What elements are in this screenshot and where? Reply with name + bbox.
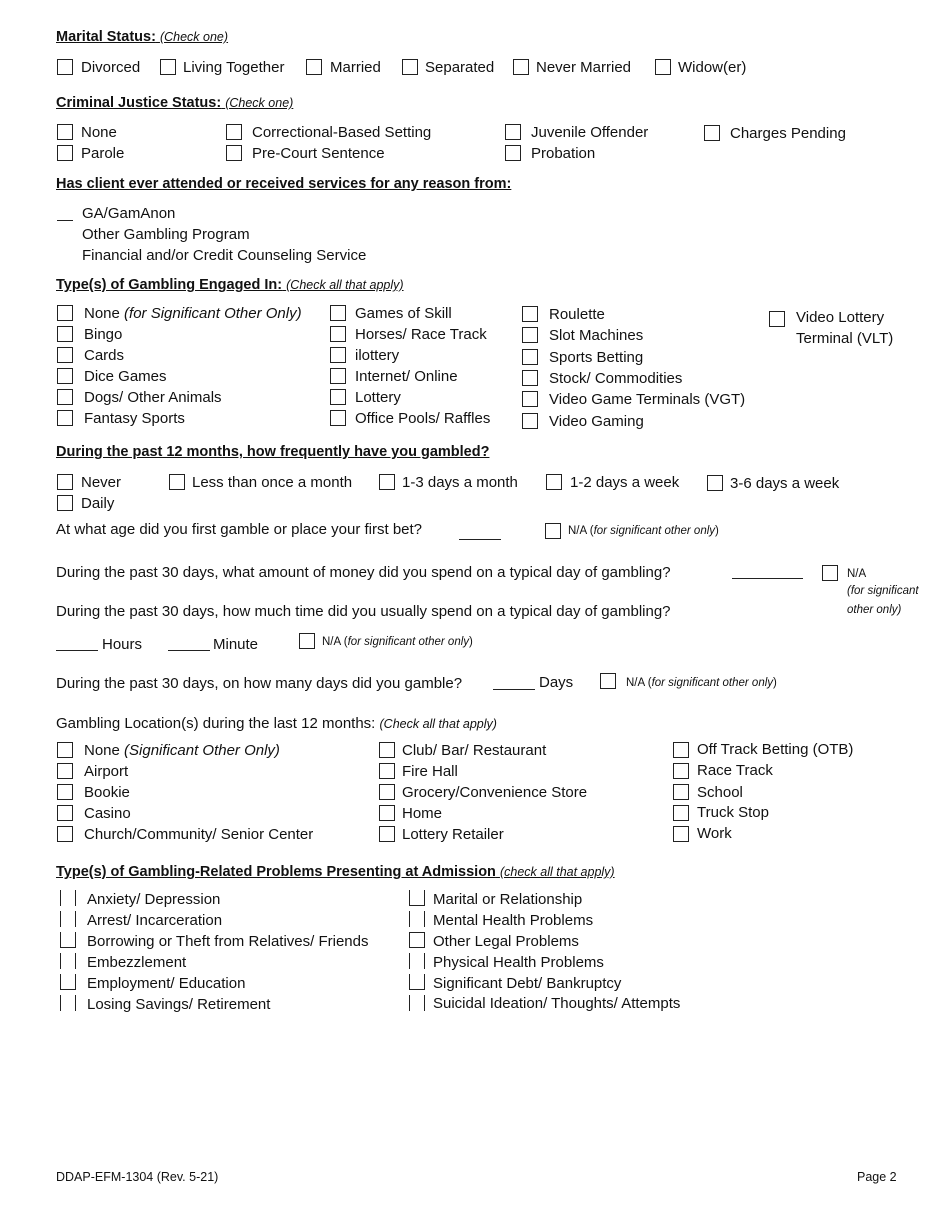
label-cj-correctional: Correctional-Based Setting	[252, 124, 432, 141]
checkbox-loc-grocery[interactable]	[379, 784, 395, 800]
marital-status-heading: Marital Status: (Check one)	[56, 29, 229, 45]
label-prob-employment: Employment/ Education	[87, 975, 246, 992]
label-prob-physical: Physical Health Problems	[433, 954, 604, 971]
label-loc-fire-hall: Fire Hall	[402, 763, 458, 780]
checkbox-type-stock[interactable]	[522, 370, 538, 386]
days-input-line[interactable]	[493, 689, 535, 690]
checkbox-freq-never[interactable]	[57, 474, 73, 490]
label-type-horses: Horses/ Race Track	[355, 326, 487, 343]
label-type-internet: Internet/ Online	[355, 368, 458, 385]
label-divorced: Divorced	[81, 59, 141, 76]
label-loc-airport: Airport	[84, 763, 129, 780]
services-item-financial: Financial and/or Credit Counseling Service	[82, 247, 367, 264]
label-minute: Minute	[213, 636, 259, 653]
checkbox-loc-casino[interactable]	[57, 805, 73, 821]
money-question: During the past 30 days, what amount of money did you spend on a typical day of gambling?	[56, 564, 671, 581]
label-freq-1-2-week: 1-2 days a week	[570, 474, 680, 491]
checkbox-prob-suicidal[interactable]	[409, 995, 425, 1011]
checkbox-prob-employment[interactable]	[60, 974, 76, 990]
label-type-roulette: Roulette	[549, 306, 605, 323]
label-widower: Widow(er)	[678, 59, 747, 76]
label-type-lottery: Lottery	[355, 389, 401, 406]
checkbox-loc-school[interactable]	[673, 784, 689, 800]
checkbox-days-na[interactable]	[600, 673, 616, 689]
checkbox-cj-probation[interactable]	[505, 145, 521, 161]
label-hours: Hours	[102, 636, 143, 653]
checkbox-type-dice[interactable]	[57, 368, 73, 384]
checkbox-divorced[interactable]	[57, 59, 73, 75]
label-loc-otb: Off Track Betting (OTB)	[697, 741, 854, 758]
checkbox-type-lottery[interactable]	[330, 389, 346, 405]
page-number: Page 2	[857, 1170, 897, 1184]
label-age-na: N/A (for significant other only)	[568, 525, 719, 537]
label-days: Days	[539, 674, 574, 691]
label-type-none: None (for Significant Other Only)	[84, 305, 302, 322]
label-prob-borrowing: Borrowing or Theft from Relatives/ Friends	[87, 933, 369, 950]
label-prob-debt: Significant Debt/ Bankruptcy	[433, 975, 622, 992]
label-cj-charges-pending: Charges Pending	[730, 125, 846, 142]
label-type-video-gaming: Video Gaming	[549, 413, 644, 430]
services-heading: Has client ever attended or received services for any reason from:	[56, 176, 512, 192]
label-loc-work: Work	[697, 825, 732, 842]
label-money-na-line3: other only)	[847, 604, 902, 616]
checkbox-prob-legal[interactable]	[409, 932, 425, 948]
label-type-vlt-line1: Video Lottery	[796, 309, 885, 326]
label-loc-none: None (Significant Other Only)	[84, 742, 280, 759]
checkbox-type-horses[interactable]	[330, 326, 346, 342]
checkbox-freq-less-monthly[interactable]	[169, 474, 185, 490]
label-prob-anxiety: Anxiety/ Depression	[87, 891, 221, 908]
checkbox-separated[interactable]	[402, 59, 418, 75]
label-living-together: Living Together	[183, 59, 285, 76]
checkbox-cj-none[interactable]	[57, 124, 73, 140]
label-type-vgt: Video Game Terminals (VGT)	[549, 391, 746, 408]
checkbox-loc-none[interactable]	[57, 742, 73, 758]
label-type-stock: Stock/ Commodities	[549, 370, 683, 387]
checkbox-loc-truck-stop[interactable]	[673, 805, 689, 821]
label-loc-casino: Casino	[84, 805, 131, 822]
label-cj-juvenile: Juvenile Offender	[531, 124, 649, 141]
checkbox-type-internet[interactable]	[330, 368, 346, 384]
checkbox-cj-charges-pending[interactable]	[704, 125, 720, 141]
checkbox-loc-airport[interactable]	[57, 763, 73, 779]
checkbox-type-cards[interactable]	[57, 347, 73, 363]
checkbox-prob-mental-health[interactable]	[409, 911, 425, 927]
label-freq-daily: Daily	[81, 495, 115, 512]
checkbox-type-bingo[interactable]	[57, 326, 73, 342]
checkbox-prob-borrowing[interactable]	[60, 932, 76, 948]
checkbox-type-sports[interactable]	[522, 349, 538, 365]
label-freq-never: Never	[81, 474, 122, 491]
label-married: Married	[330, 59, 381, 76]
label-cj-none: None	[81, 124, 117, 141]
form-id: DDAP-EFM-1304 (Rev. 5-21)	[56, 1170, 219, 1184]
label-days-na: N/A (for significant other only)	[626, 677, 777, 689]
label-loc-bookie: Bookie	[84, 784, 130, 801]
checkbox-cj-correctional[interactable]	[226, 124, 242, 140]
label-loc-grocery: Grocery/Convenience Store	[402, 784, 588, 801]
days-question: During the past 30 days, on how many days did you gamble?	[56, 675, 463, 692]
label-separated: Separated	[425, 59, 495, 76]
age-question: At what age did you first gamble or place your first bet?	[56, 521, 423, 538]
label-cj-pre-court: Pre-Court Sentence	[252, 145, 385, 162]
checkbox-prob-debt[interactable]	[409, 974, 425, 990]
label-prob-embezzlement: Embezzlement	[87, 954, 187, 971]
checkbox-never-married[interactable]	[513, 59, 529, 75]
checkbox-living-together[interactable]	[160, 59, 176, 75]
label-time-na: N/A (for significant other only)	[322, 636, 473, 648]
label-loc-club: Club/ Bar/ Restaurant	[402, 742, 547, 759]
services-item-ga: GA/GamAnon	[82, 205, 176, 222]
gambling-types-heading: Type(s) of Gambling Engaged In: (Check all that apply)	[56, 277, 404, 293]
money-input-line[interactable]	[732, 578, 803, 579]
services-blank[interactable]	[57, 220, 73, 221]
checkbox-loc-church[interactable]	[57, 826, 73, 842]
checkbox-type-office-pools[interactable]	[330, 410, 346, 426]
label-type-dogs: Dogs/ Other Animals	[84, 389, 222, 406]
checkbox-time-na[interactable]	[299, 633, 315, 649]
label-type-fantasy: Fantasy Sports	[84, 410, 185, 427]
checkbox-cj-parole[interactable]	[57, 145, 73, 161]
label-prob-marital: Marital or Relationship	[433, 891, 583, 908]
label-loc-truck-stop: Truck Stop	[697, 804, 769, 821]
label-type-slots: Slot Machines	[549, 327, 644, 344]
time-question: During the past 30 days, how much time did you usually spend on a typical day of gambling?	[56, 603, 671, 620]
checkbox-type-video-gaming[interactable]	[522, 413, 538, 429]
checkbox-loc-bookie[interactable]	[57, 784, 73, 800]
checkbox-loc-club[interactable]	[379, 742, 395, 758]
checkbox-type-ilottery[interactable]	[330, 347, 346, 363]
checkbox-freq-1-2-week[interactable]	[546, 474, 562, 490]
checkbox-freq-daily[interactable]	[57, 495, 73, 511]
criminal-justice-heading: Criminal Justice Status: (Check one)	[56, 95, 294, 111]
checkbox-age-na[interactable]	[545, 523, 561, 539]
checkbox-money-na[interactable]	[822, 565, 838, 581]
hours-input-line[interactable]	[56, 650, 98, 651]
label-freq-1-3-month: 1-3 days a month	[402, 474, 518, 491]
label-prob-arrest: Arrest/ Incarceration	[87, 912, 223, 929]
label-type-vlt-line2: Terminal (VLT)	[796, 330, 894, 347]
checkbox-loc-lottery-retailer[interactable]	[379, 826, 395, 842]
label-type-ilottery: ilottery	[355, 347, 400, 364]
label-type-skill: Games of Skill	[355, 305, 452, 322]
checkbox-type-roulette[interactable]	[522, 306, 538, 322]
checkbox-prob-physical[interactable]	[409, 953, 425, 969]
checkbox-type-skill[interactable]	[330, 305, 346, 321]
minute-input-line[interactable]	[168, 650, 210, 651]
checkbox-married[interactable]	[306, 59, 322, 75]
checkbox-loc-home[interactable]	[379, 805, 395, 821]
checkbox-type-dogs[interactable]	[57, 389, 73, 405]
checkbox-loc-work[interactable]	[673, 826, 689, 842]
checkbox-loc-race-track[interactable]	[673, 763, 689, 779]
label-loc-school: School	[697, 784, 743, 801]
checkbox-prob-anxiety[interactable]	[60, 890, 76, 906]
checkbox-freq-1-3-month[interactable]	[379, 474, 395, 490]
label-type-dice: Dice Games	[84, 368, 167, 385]
checkbox-loc-otb[interactable]	[673, 742, 689, 758]
label-money-na-line2: (for significant	[847, 585, 919, 597]
label-money-na: N/A	[847, 568, 867, 580]
label-loc-church: Church/Community/ Senior Center	[84, 826, 314, 843]
checkbox-loc-fire-hall[interactable]	[379, 763, 395, 779]
label-prob-legal: Other Legal Problems	[433, 933, 579, 950]
label-cj-probation: Probation	[531, 145, 596, 162]
label-type-office-pools: Office Pools/ Raffles	[355, 410, 491, 427]
label-loc-home: Home	[402, 805, 443, 822]
label-freq-less-monthly: Less than once a month	[192, 474, 353, 491]
label-freq-3-6-week: 3-6 days a week	[730, 475, 840, 492]
checkbox-type-fantasy[interactable]	[57, 410, 73, 426]
checkbox-type-vlt[interactable]	[769, 311, 785, 327]
checkbox-freq-3-6-week[interactable]	[707, 475, 723, 491]
services-item-other-program: Other Gambling Program	[82, 226, 250, 243]
checkbox-prob-savings[interactable]	[60, 995, 76, 1011]
label-loc-race-track: Race Track	[697, 762, 773, 779]
locations-heading: Gambling Location(s) during the last 12 months: (Check all that apply)	[56, 715, 497, 732]
label-type-bingo: Bingo	[84, 326, 123, 343]
label-type-cards: Cards	[84, 347, 125, 364]
checkbox-type-slots[interactable]	[522, 327, 538, 343]
checkbox-prob-marital[interactable]	[409, 890, 425, 906]
problems-heading: Type(s) of Gambling-Related Problems Presenting at Admission (check all that apply)	[56, 864, 615, 880]
label-cj-parole: Parole	[81, 145, 125, 162]
checkbox-prob-arrest[interactable]	[60, 911, 76, 927]
label-type-sports: Sports Betting	[549, 349, 644, 366]
frequency-heading: During the past 12 months, how frequently have you gambled?	[56, 444, 490, 460]
label-prob-savings: Losing Savings/ Retirement	[87, 996, 271, 1013]
checkbox-cj-juvenile[interactable]	[505, 124, 521, 140]
checkbox-prob-embezzlement[interactable]	[60, 953, 76, 969]
checkbox-type-none[interactable]	[57, 305, 73, 321]
checkbox-cj-pre-court[interactable]	[226, 145, 242, 161]
label-loc-lottery-retailer: Lottery Retailer	[402, 826, 504, 843]
label-prob-mental-health: Mental Health Problems	[433, 912, 594, 929]
checkbox-widower[interactable]	[655, 59, 671, 75]
label-never-married: Never Married	[536, 59, 632, 76]
checkbox-type-vgt[interactable]	[522, 391, 538, 407]
age-input-line[interactable]	[459, 539, 501, 540]
label-prob-suicidal: Suicidal Ideation/ Thoughts/ Attempts	[433, 995, 681, 1012]
